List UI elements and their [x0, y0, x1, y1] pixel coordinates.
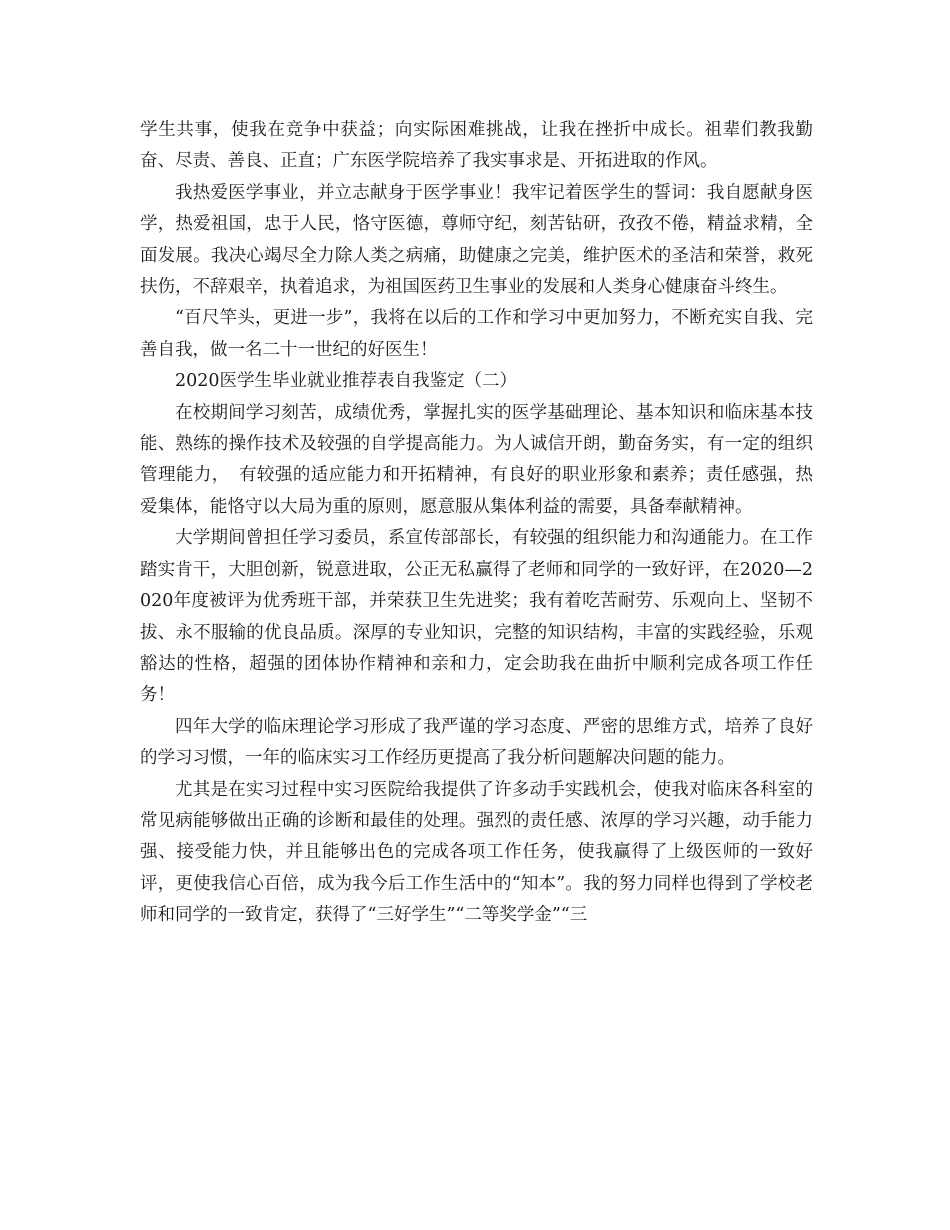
paragraph-school-study: 在校期间学习刻苦，成绩优秀，掌握扎实的医学基础理论、基本知识和临床基本技能、熟练的操作技术及较强的自学提高能力。为人诚信开朗，勤奋务实，有一定的组织管理能力， 有较强的适应能力和开拓精神，有良好的职业形象和素养；责任感强，热爱集体，能恪守以大局为重的原则，愿意服从集体利益的需要，具备奉献精神。 [140, 402, 813, 517]
paragraph-internship: 尤其是在实习过程中实习医院给我提供了许多动手实践机会，使我对临床各科室的常见病能够做出正确的诊断和最佳的处理。强烈的责任感、浓厚的学习兴趣，动手能力强、接受能力快，并且能够出色的完成各项工作任务，使我赢得了上级医师的一致好评，更使我信心百倍，成为我今后工作生活中的“知本”。我的努力同样也得到了学校老师和同学的一致肯定，获得了“三好学生”“二等奖学金”“三 [140, 779, 813, 926]
document-body [140, 115, 813, 932]
paragraph-continuation: 学生共事，使我在竞争中获益；向实际困难挑战，让我在挫折中成长。祖辈们教我勤奋、尽责、善良、正直；广东医学院培养了我实事求是、开拓进取的作风。 [140, 120, 813, 172]
paragraph-medical-oath: 我热爱医学事业，并立志献身于医学事业！我牢记着医学生的誓词：我自愿献身医学，热爱祖国，忠于人民，恪守医德，尊师守纪，刻苦钻研，孜孜不倦，精益求精，全面发展。我决心竭尽全力除人类之病痛，助健康之完美，维护医术的圣洁和荣誉，救死扶伤，不辞艰辛，执着追求，为祖国医药卫生事业的发展和人类身心健康奋斗终生。 [140, 182, 813, 298]
paragraph-closing-vow: “百尺竿头，更进一步”，我将在以后的工作和学习中更加努力，不断充实自我、完善自我，做一名二十一世纪的好医生！ [140, 308, 813, 360]
section-heading: 2020医学生毕业就业推荐表自我鉴定（二） [175, 371, 518, 392]
paragraph-university-roles: 大学期间曾担任学习委员，系宣传部部长，有较强的组织能力和沟通能力。在工作踏实肯干，大胆创新，锐意进取，公正无私赢得了老师和同学的一致好评，在2020—2020年度被评为优秀班干部，并荣获卫生先进奖；我有着吃苦耐劳、乐观向上、坚韧不拔、永不服输的优良品质。深厚的专业知识，完整的知识结构，丰富的实践经验，乐观豁达的性格，超强的团体协作精神和亲和力，定会助我在曲折中顺利完成各项工作任务！ [140, 528, 813, 706]
paragraph-clinical-theory: 四年大学的临床理论学习形成了我严谨的学习态度、严密的思维方式，培养了良好的学习习惯，一年的临床实习工作经历更提高了我分析问题解决问题的能力。 [140, 716, 813, 769]
